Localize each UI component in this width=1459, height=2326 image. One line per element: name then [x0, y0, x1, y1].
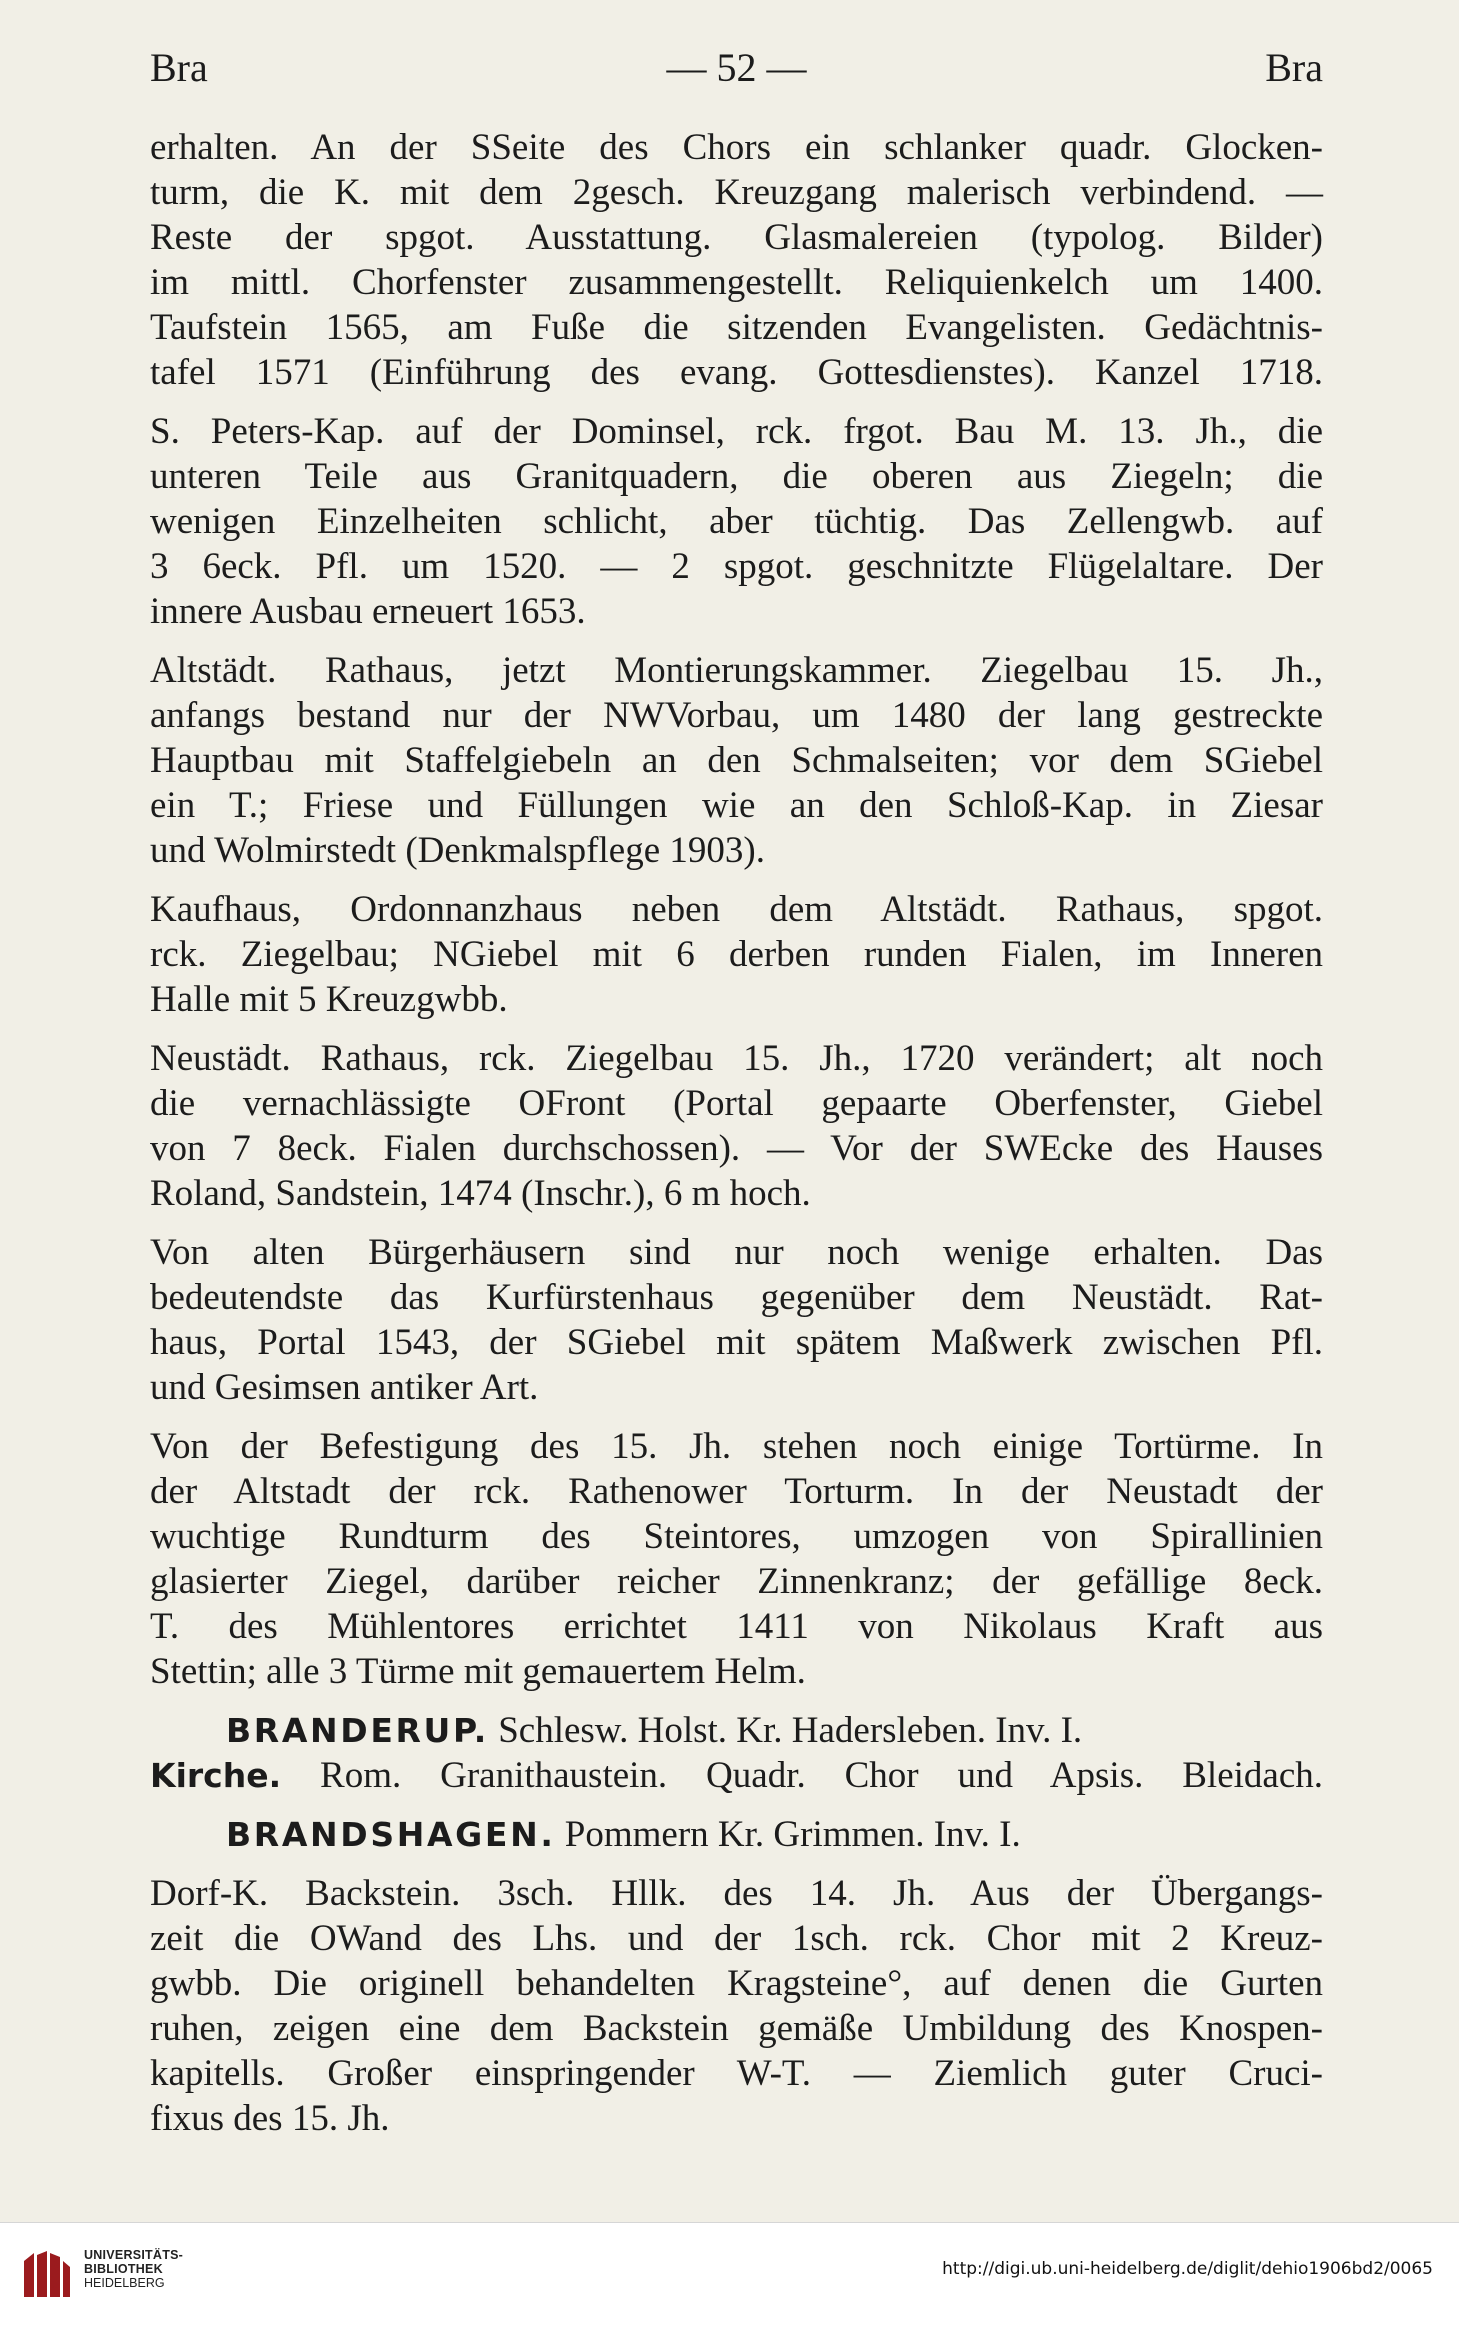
text-line: im mittl. Chorfenster zusammengestellt. Reliquienkelch um 1400. — [150, 262, 1323, 303]
text-line: zeit die OWand des Lhs. und der 1sch. rck. Chor mit 2 Kreuz- — [150, 1918, 1323, 1959]
running-head-left: Bra — [150, 45, 208, 90]
paragraph-altstaedt-rathaus — [150, 648, 1323, 873]
paragraph-kaufhaus — [150, 887, 1323, 1022]
text-line: von 7 8eck. Fialen durchschossen). — Vor der SWEcke des Hauses — [150, 1128, 1323, 1169]
entry-branderup — [150, 1708, 1323, 1798]
body-text — [150, 125, 1323, 2141]
place-details: Schlesw. Holst. Kr. Hadersleben. Inv. I. — [498, 1710, 1083, 1751]
library-name — [84, 2248, 183, 2290]
footer-bar — [0, 2222, 1459, 2326]
text-line: bedeutendste das Kurfürstenhaus gegenüber dem Neustädt. Rat- — [150, 1277, 1323, 1318]
text-line: wenigen Einzelheiten schlicht, aber tüchtig. Das Zellengwb. auf — [150, 501, 1323, 542]
entry-heading — [150, 1708, 1323, 1753]
text-line: Hauptbau mit Staffelgiebeln an den Schmalseiten; vor dem SGiebel — [150, 740, 1323, 781]
text-line: Von alten Bürgerhäusern sind nur noch wenige erhalten. Das — [150, 1232, 1323, 1273]
text-line: und Wolmirstedt (Denkmalspflege 1903). — [150, 830, 765, 871]
text-line: glasierter Ziegel, darüber reicher Zinnenkranz; der gefällige 8eck. — [150, 1561, 1323, 1602]
paragraph-peters-kap — [150, 409, 1323, 634]
entry-heading — [150, 1812, 1323, 1857]
text-line: fixus des 15. Jh. — [150, 2098, 390, 2139]
text-line: und Gesimsen antiker Art. — [150, 1367, 539, 1408]
text-line: erhalten. An der SSeite des Chors ein schlanker quadr. Glocken- — [150, 127, 1323, 168]
text-line: Kaufhaus, Ordonnanzhaus neben dem Altstädt. Rathaus, spgot. — [150, 889, 1323, 930]
text-line: gwbb. Die originell behandelten Kragsteine°, auf denen die Gurten — [150, 1963, 1323, 2004]
text-line: kapitells. Großer einspringender W-T. — Ziemlich guter Cruci- — [150, 2053, 1323, 2094]
permalink-url[interactable]: http://digi.ub.uni-heidelberg.de/diglit/dehio1906bd2/0065 — [942, 2259, 1433, 2279]
text-line: Neustädt. Rathaus, rck. Ziegelbau 15. Jh., 1720 verändert; alt noch — [150, 1038, 1323, 1079]
text-line: T. des Mühlentores errichtet 1411 von Nikolaus Kraft aus — [150, 1606, 1323, 1647]
text-line: anfangs bestand nur der NWVorbau, um 1480 der lang gestreckte — [150, 695, 1323, 736]
text-line: 3 6eck. Pfl. um 1520. — 2 spgot. geschnitzte Flügelaltare. Der — [150, 546, 1323, 587]
university-library-logo-icon — [18, 2247, 74, 2303]
paragraph-befestigung — [150, 1424, 1323, 1694]
text-line: Taufstein 1565, am Fuße die sitzenden Evangelisten. Gedächtnis- — [150, 307, 1323, 348]
entry-brandshagen — [150, 1812, 1323, 2141]
paragraph-neustaedt-rathaus — [150, 1036, 1323, 1216]
text-line: rck. Ziegelbau; NGiebel mit 6 derben runden Fialen, im Inneren — [150, 934, 1323, 975]
text-line — [150, 1753, 1323, 1798]
text-line: Altstädt. Rathaus, jetzt Montierungskammer. Ziegelbau 15. Jh., — [150, 650, 1323, 691]
text-line: haus, Portal 1543, der SGiebel mit spätem Maßwerk zwischen Pfl. — [150, 1322, 1323, 1363]
text-line: tafel 1571 (Einführung des evang. Gottesdienstes). Kanzel 1718. — [150, 352, 1323, 393]
text-line: Halle mit 5 Kreuzgwbb. — [150, 979, 508, 1020]
page-number: — 52 — — [666, 45, 807, 90]
text-line: wuchtige Rundturm des Steintores, umzogen von Spirallinien — [150, 1516, 1323, 1557]
place-details: Pommern Kr. Grimmen. Inv. I. — [564, 1814, 1021, 1855]
library-line: HEIDELBERG — [84, 2276, 165, 2290]
text-line: Reste der spgot. Ausstattung. Glasmalereien (typolog. Bilder) — [150, 217, 1323, 258]
place-name: BRANDSHAGEN. — [226, 1815, 556, 1854]
running-head — [150, 44, 1323, 91]
text-line: turm, die K. mit dem 2gesch. Kreuzgang malerisch verbindend. — — [150, 172, 1323, 213]
library-line: BIBLIOTHEK — [84, 2262, 163, 2276]
paragraph-buergerhaeuser — [150, 1230, 1323, 1410]
place-name: BRANDERUP. — [226, 1711, 489, 1750]
text-line: der Altstadt der rck. Rathenower Torturm. In der Neustadt der — [150, 1471, 1323, 1512]
text-line: Roland, Sandstein, 1474 (Inschr.), 6 m hoch. — [150, 1173, 811, 1214]
text-line: unteren Teile aus Granitquadern, die oberen aus Ziegeln; die — [150, 456, 1323, 497]
text-line: Dorf-K. Backstein. 3sch. Hllk. des 14. Jh. Aus der Übergangs- — [150, 1873, 1323, 1914]
kirche-label: Kirche. — [150, 1756, 282, 1795]
text-line: Stettin; alle 3 Türme mit gemauertem Helm. — [150, 1651, 806, 1692]
text-line: ruhen, zeigen eine dem Backstein gemäße Umbildung des Knospen- — [150, 2008, 1323, 2049]
kirche-text: Rom. Granithaustein. Quadr. Chor und Apsis. Bleidach. — [320, 1755, 1323, 1796]
running-head-right: Bra — [1265, 45, 1323, 90]
library-line: UNIVERSITÄTS- — [84, 2248, 184, 2262]
text-line: die vernachlässigte OFront (Portal gepaarte Oberfenster, Giebel — [150, 1083, 1323, 1124]
paragraph — [150, 125, 1323, 395]
text-line: S. Peters-Kap. auf der Dominsel, rck. frgot. Bau M. 13. Jh., die — [150, 411, 1323, 452]
text-line: Von der Befestigung des 15. Jh. stehen noch einige Tortürme. In — [150, 1426, 1323, 1467]
text-line: ein T.; Friese und Füllungen wie an den Schloß-Kap. in Ziesar — [150, 785, 1323, 826]
text-line: innere Ausbau erneuert 1653. — [150, 591, 586, 632]
